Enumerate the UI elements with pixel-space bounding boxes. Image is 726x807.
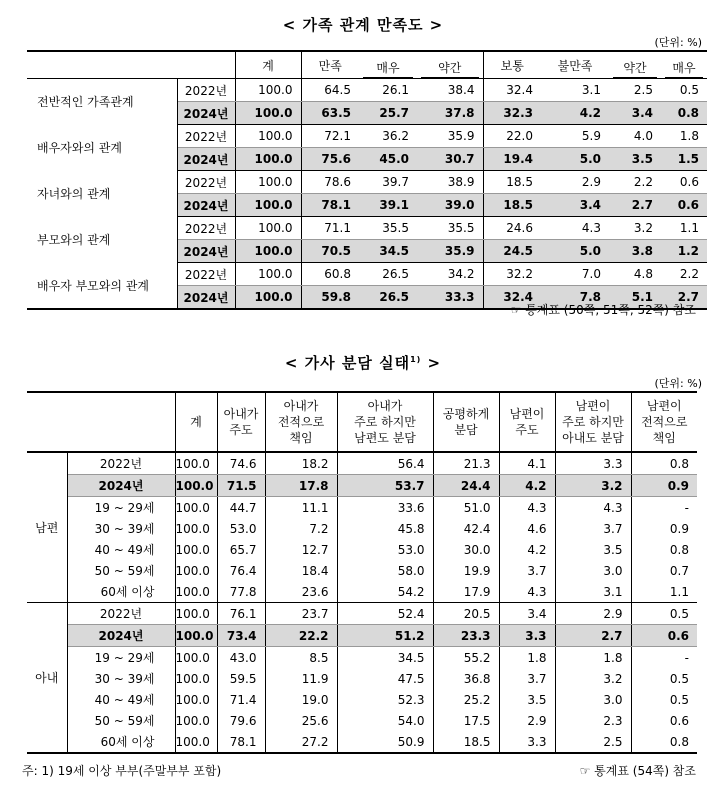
row-category-label: 배우자와의 관계 [27,125,177,171]
row-label: 2024년 [67,475,175,497]
table-row [27,731,697,753]
table-cell: 100.0 [235,148,301,171]
table2-header-corner [27,392,175,452]
table-cell: 4.3 [499,497,555,519]
table-cell: 0.5 [669,671,689,686]
table-cell: 4.8 [609,263,661,286]
table-cell: 24.5 [483,240,541,263]
header-line: 아내가 [223,407,259,421]
table-cell: 4.2 [541,102,609,125]
table-cell: 3.7 [499,560,555,581]
table-cell: 53.7 [337,475,433,497]
header-line: 남편이 [575,399,611,413]
table-cell: 17.5 [433,710,499,731]
table-cell: 51.2 [337,625,433,647]
table2-header-row [27,392,697,452]
table-cell: 5.9 [541,125,609,148]
table-cell: 0.6 [631,625,697,647]
table-cell: 12.7 [265,539,337,560]
table1-header-subcell: 약간 [421,59,479,78]
table-cell: 19.4 [483,148,541,171]
table-cell: 65.7 [217,539,265,560]
table1-header-cell [417,51,483,79]
table-cell: 100.0 [235,194,301,217]
table-cell: 3.2 [555,475,631,497]
header-line: 분담 [454,423,478,437]
table-cell: 0.8 [631,731,697,753]
table2-header-cell [337,392,433,452]
table-cell: 0.5 [661,79,707,102]
group-label: 아내 [27,603,67,754]
table-cell: 3.7 [499,668,555,689]
table-cell: 0.8 [669,542,689,557]
table-cell: 2.7 [609,194,661,217]
table-cell: 78.1 [217,731,265,753]
table-cell: 18.2 [265,452,337,475]
table-cell: 0.5 [631,603,697,625]
table-cell: 47.5 [337,668,433,689]
table-cell: 53.0 [217,518,265,539]
table-cell: 19.9 [433,560,499,581]
table-cell: 100.0 [175,518,217,539]
row-label: 50 ~ 59세 [67,710,175,731]
table-cell: 39.1 [359,194,417,217]
table-cell: 3.3 [555,452,631,475]
table-cell: 11.9 [265,668,337,689]
table-cell: 36.8 [433,668,499,689]
table1-source: ☞ 통계표 (50쪽, 51쪽, 52쪽) 참조 [510,303,696,317]
table1-header-cell: 보통 [483,51,541,79]
header-line: 책임 [289,431,313,445]
table-cell: 0.9 [669,521,689,536]
table-cell: 2.5 [555,731,631,753]
table-row [27,452,697,475]
table-cell: 3.1 [541,79,609,102]
table-cell: 25.2 [433,689,499,710]
table-cell: 42.4 [433,518,499,539]
table2-header-cell [175,392,217,452]
table-row [27,710,697,731]
table-cell: 52.4 [337,603,433,625]
table-cell: 100.0 [235,217,301,240]
table-cell: 1.1 [631,581,697,603]
table-cell: 25.6 [265,710,337,731]
table-cell: 78.1 [301,194,359,217]
table-cell: 26.5 [359,263,417,286]
table-cell: 71.5 [217,475,265,497]
row-label: 30 ~ 39세 [67,668,175,689]
table-cell: 11.1 [265,497,337,519]
table-cell: 45.0 [359,148,417,171]
row-year-label: 2024년 [177,286,235,310]
table-cell: 3.1 [555,581,631,603]
table-cell: 24.6 [483,217,541,240]
table-cell: 4.2 [499,475,555,497]
table-cell: 2.9 [499,710,555,731]
table-cell: 23.3 [433,625,499,647]
table-cell: 45.8 [337,518,433,539]
row-label: 30 ~ 39세 [67,518,175,539]
row-year-label: 2022년 [177,79,235,102]
table-cell: 100.0 [175,625,217,647]
table-cell: 18.5 [483,171,541,194]
table-cell: 3.5 [555,539,631,560]
table-cell: 100.0 [175,475,217,497]
table2-source: ☞ 통계표 (54쪽) 참조 [579,764,696,778]
header-line: 아내가 [283,399,319,413]
table-row [27,263,707,286]
table2-header-cell [265,392,337,452]
row-label: 40 ~ 49세 [67,539,175,560]
row-label: 2024년 [67,625,175,647]
table-cell: 79.6 [217,710,265,731]
table-cell: 56.4 [337,452,433,475]
table-cell: 100.0 [235,102,301,125]
header-line: 계 [190,415,202,429]
table-cell: 100.0 [235,240,301,263]
table-cell: 100.0 [175,497,217,519]
table-cell: 7.2 [265,518,337,539]
table1-header-cell: 계 [235,51,301,79]
table-cell: 59.8 [301,286,359,310]
table-cell: 0.6 [661,171,707,194]
table-cell: 30.0 [433,539,499,560]
row-year-label: 2022년 [177,171,235,194]
table-cell: 51.0 [433,497,499,519]
table-cell: 0.7 [669,563,689,578]
table1-header-cell [359,51,417,79]
row-year-label: 2024년 [177,240,235,263]
table-row [27,668,697,689]
table-cell: 54.2 [337,581,433,603]
table-cell: 38.4 [417,79,483,102]
table-cell: 60.8 [301,263,359,286]
table-cell: 50.9 [337,731,433,753]
table-cell: 1.1 [661,217,707,240]
table-cell: 52.3 [337,689,433,710]
housework-sharing-table [27,391,697,754]
row-category-label: 자녀와의 관계 [27,171,177,217]
table-cell: 3.4 [499,603,555,625]
table-cell: 4.1 [499,452,555,475]
table-cell: 2.7 [661,286,707,310]
table-cell: 0.8 [631,452,697,475]
table-cell: 54.0 [337,710,433,731]
table-cell: 20.5 [433,603,499,625]
table-cell: 3.3 [499,625,555,647]
table-cell: 35.9 [417,125,483,148]
table-cell: 25.7 [359,102,417,125]
table-cell: 0.8 [661,102,707,125]
row-year-label: 2022년 [177,125,235,148]
table-cell: 5.0 [541,240,609,263]
row-year-label: 2022년 [177,217,235,240]
table-cell: 100.0 [235,79,301,102]
table-cell: 3.2 [555,668,631,689]
table2-title-text: < 가사 분담 실태 [284,354,411,372]
table-cell: 35.5 [359,217,417,240]
table1-header-corner [27,51,235,79]
row-label: 2022년 [67,603,175,625]
table-row [27,560,697,581]
row-label: 50 ~ 59세 [67,560,175,581]
header-line: 주로 하지만 [354,415,416,429]
table-cell: 17.8 [265,475,337,497]
table2-footnote: 주: 1) 19세 이상 부부(주말부부 포함) [22,764,222,778]
table-cell: 1.5 [661,148,707,171]
table-cell: 1.2 [661,240,707,263]
table-cell: 24.4 [433,475,499,497]
row-year-label: 2024년 [177,102,235,125]
table-row [27,125,707,148]
table-cell: 3.5 [499,689,555,710]
table-cell: 32.4 [483,79,541,102]
table-cell: 30.7 [417,148,483,171]
table-cell: 73.4 [217,625,265,647]
table-cell: 100.0 [175,668,217,689]
table-cell: 55.2 [433,647,499,669]
table-cell: 33.6 [337,497,433,519]
table-row [27,497,697,519]
table2-header-cell [555,392,631,452]
header-line: 공평하게 [442,407,490,421]
table-cell: 18.5 [433,731,499,753]
header-line: 전적으로 [277,415,325,429]
table-row [27,79,707,102]
family-satisfaction-table [27,50,707,310]
table-cell: 0.6 [669,713,689,728]
table-cell: 4.3 [555,497,631,519]
row-category-label: 배우자 부모와의 관계 [27,263,177,310]
row-category-label: 부모와의 관계 [27,217,177,263]
table-cell: 3.3 [499,731,555,753]
table-cell: 77.8 [217,581,265,603]
table-cell: 76.1 [217,603,265,625]
table-cell: 1.8 [555,647,631,669]
table-cell: 0.5 [669,692,689,707]
table-cell: 100.0 [235,171,301,194]
table-cell: 21.3 [433,452,499,475]
table1-header-cell [609,51,661,79]
table-cell: 0.6 [661,194,707,217]
table-row [27,647,697,669]
table1-title: < 가족 관계 만족도 > [282,16,444,34]
table-row [27,603,697,625]
table-cell: 32.2 [483,263,541,286]
table-cell: 53.0 [337,539,433,560]
row-label: 19 ~ 29세 [67,497,175,519]
table2-header-cell [217,392,265,452]
table-cell: 5.1 [609,286,661,310]
table-cell: 70.5 [301,240,359,263]
table-cell: 64.5 [301,79,359,102]
table-cell: 1.8 [499,647,555,669]
table-cell: 34.2 [417,263,483,286]
table-cell: 78.6 [301,171,359,194]
row-label: 40 ~ 49세 [67,689,175,710]
table-cell: 23.7 [265,603,337,625]
table-cell: 71.1 [301,217,359,240]
table-cell: 44.7 [217,497,265,519]
table2-title-end: > [421,354,442,372]
table1-header-row [27,51,707,79]
table-cell: 26.1 [359,79,417,102]
table-cell: 100.0 [175,731,217,753]
table-cell: 100.0 [235,125,301,148]
table-row [27,518,697,539]
table2-title-footnote-mark: 1) [410,355,422,364]
table-cell: 2.2 [661,263,707,286]
table-cell: 34.5 [337,647,433,669]
table-cell: 23.6 [265,581,337,603]
table-cell: 3.0 [555,560,631,581]
header-line: 남편이 [509,407,545,421]
table-cell: 3.4 [541,194,609,217]
table-cell: 100.0 [175,539,217,560]
table-cell: 100.0 [175,581,217,603]
table1-header-cell: 불만족 [541,51,609,79]
table-row [27,539,697,560]
table-cell: 100.0 [175,452,217,475]
table-cell: 4.3 [541,217,609,240]
table2-header-cell [631,392,697,452]
table-cell: 3.8 [609,240,661,263]
table-cell: 3.2 [609,217,661,240]
table-cell: 3.0 [555,689,631,710]
header-line: 주도 [515,423,539,437]
table-cell: 71.4 [217,689,265,710]
table-row [27,171,707,194]
table-cell: 7.0 [541,263,609,286]
table2-header-cell [433,392,499,452]
header-line: 주로 하지만 [562,415,624,429]
table-cell: 33.3 [417,286,483,310]
table-row [27,217,707,240]
table-cell: 3.4 [609,102,661,125]
table-cell: 22.2 [265,625,337,647]
row-label: 2022년 [67,452,175,475]
table-cell: 38.9 [417,171,483,194]
table-cell: 39.7 [359,171,417,194]
header-line: 남편도 분담 [354,431,416,445]
header-line: 책임 [652,431,676,445]
table-row [27,475,697,497]
header-line: 남편이 [646,399,682,413]
row-year-label: 2024년 [177,194,235,217]
table-cell: 35.9 [417,240,483,263]
table-cell: 18.4 [265,560,337,581]
table-cell: - [684,650,689,665]
table-cell: 5.0 [541,148,609,171]
table-cell: 0.9 [631,475,697,497]
table-cell: 2.5 [609,79,661,102]
table-cell: 100.0 [235,286,301,310]
table-cell: 35.5 [417,217,483,240]
table-row [27,625,697,647]
table-cell: 1.8 [661,125,707,148]
table-cell: 32.4 [483,286,541,310]
row-year-label: 2024년 [177,148,235,171]
header-line: 전적으로 [641,415,688,429]
table-cell: 2.9 [541,171,609,194]
table-cell: 63.5 [301,102,359,125]
table-cell: 100.0 [175,647,217,669]
row-category-label: 전반적인 가족관계 [27,79,177,125]
header-line: 아내도 분담 [562,431,624,445]
table-row [27,581,697,603]
table-cell: 2.9 [555,603,631,625]
table-cell: 7.8 [541,286,609,310]
table-cell: 4.3 [499,581,555,603]
table-cell: 75.6 [301,148,359,171]
table-cell: 100.0 [175,603,217,625]
table-cell: 18.5 [483,194,541,217]
table-cell: 2.7 [555,625,631,647]
table-cell: 4.6 [499,518,555,539]
table-cell: 27.2 [265,731,337,753]
table1-header-subcell: 매우 [665,59,703,78]
row-year-label: 2022년 [177,263,235,286]
table2-header-cell [499,392,555,452]
table1-header-cell [661,51,707,79]
table1-header-subcell: 약간 [613,59,657,78]
table-cell: 43.0 [217,647,265,669]
table-cell: 59.5 [217,668,265,689]
table2-unit: (단위: %) [654,377,702,390]
table-cell: 19.0 [265,689,337,710]
table-cell: 2.3 [555,710,631,731]
table-cell: 3.5 [609,148,661,171]
table-cell: - [684,500,689,515]
header-line: 주도 [229,423,253,437]
table2-title [0,352,726,373]
table-cell: 37.8 [417,102,483,125]
table-cell: 100.0 [175,710,217,731]
table-cell: 17.9 [433,581,499,603]
table-row [27,689,697,710]
table-cell: 100.0 [175,560,217,581]
table-cell: 26.5 [359,286,417,310]
table-cell: 32.3 [483,102,541,125]
group-label: 남편 [27,452,67,603]
table-cell: 76.4 [217,560,265,581]
table1-header-subcell: 매우 [363,59,413,78]
table-cell: 8.5 [265,647,337,669]
table-cell: 2.2 [609,171,661,194]
table1-header-cell: 만족 [301,51,359,79]
table-cell: 72.1 [301,125,359,148]
header-line: 아내가 [367,399,403,413]
table-cell: 22.0 [483,125,541,148]
table-cell: 39.0 [417,194,483,217]
table-cell: 4.0 [609,125,661,148]
table-cell: 58.0 [337,560,433,581]
table-cell: 100.0 [175,689,217,710]
table-cell: 34.5 [359,240,417,263]
table-cell: 100.0 [235,263,301,286]
table-cell: 36.2 [359,125,417,148]
table1-unit: (단위: %) [654,36,702,49]
table-cell: 74.6 [217,452,265,475]
row-label: 19 ~ 29세 [67,647,175,669]
table-cell: 4.2 [499,539,555,560]
table-cell: 3.7 [555,518,631,539]
row-label: 60세 이상 [67,731,175,753]
row-label: 60세 이상 [67,581,175,603]
